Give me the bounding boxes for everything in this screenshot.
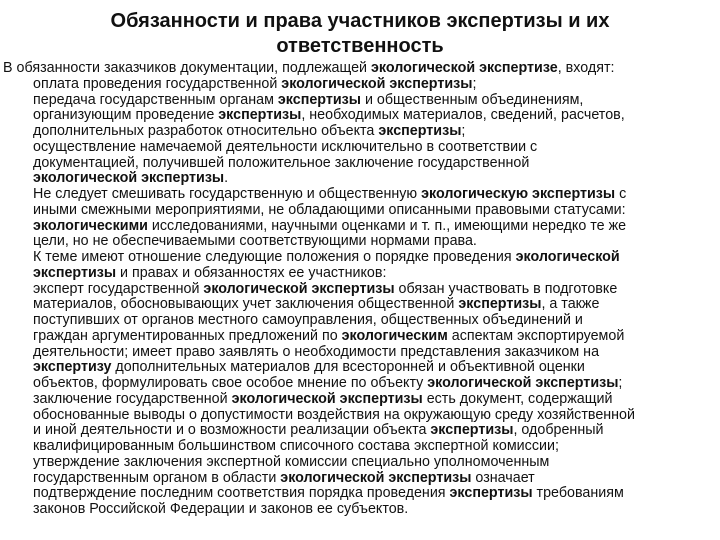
text-line: [3, 187, 717, 203]
text-run: организующим проведение: [33, 107, 219, 124]
text-run: подтверждение последним соответствия порядка проведения: [33, 485, 450, 502]
text-line: [3, 408, 717, 424]
text-line: [3, 156, 717, 172]
bold-term: экологической экспертизе: [371, 60, 558, 76]
bold-term: экспертизы: [378, 123, 462, 139]
text-run: , необходимых материалов, сведений, расчетов,: [301, 107, 625, 124]
text-run: и общественным объединениям,: [360, 91, 584, 108]
text-run: осуществление намечаемой деятельности исключительно в соответствии с: [33, 138, 538, 155]
text-line: [3, 376, 717, 392]
text-line: [3, 250, 717, 266]
text-line: [3, 502, 717, 518]
text-line: [3, 61, 717, 77]
text-run: дополнительных разработок относительно объекта: [33, 123, 379, 139]
body-text: [3, 61, 717, 518]
bold-term: экологическую экспертизы: [421, 186, 616, 202]
bold-term: экспертизы: [458, 296, 542, 313]
text-run: означает: [471, 469, 535, 486]
text-run: исследованиями, научными оценками и т. п., имеющими нередко те же: [147, 217, 627, 234]
bold-term: экологической экспертизы: [281, 75, 473, 92]
bold-term: экспертизы: [277, 91, 361, 108]
title-line: Обязанности и права участников экспертизы и их: [110, 10, 610, 32]
text-run: утверждение заключения экспертной комиссии специально уполномоченным: [33, 453, 550, 470]
text-run: деятельности; имеет право заявлять о необходимости представления заказчиком на: [33, 343, 600, 360]
bold-term: экспертизы: [430, 422, 514, 439]
text-run: обязан участвовать в подготовке: [394, 280, 618, 297]
bold-term: экспертизы: [218, 107, 302, 124]
text-run: и правах и обязанностях ее участников:: [116, 264, 387, 281]
text-run: законов Российской Федерации и законов ее субъектов.: [33, 501, 409, 517]
text-line: [3, 313, 717, 329]
text-run: В обязанности заказчиков документации, подлежащей: [3, 60, 371, 76]
text-run: дополнительных материалов для всесторонней и объективной оценки: [111, 359, 585, 376]
text-run: и иной деятельности и о возможности реализации объекта: [33, 422, 431, 439]
bold-term: экологической экспертизы: [427, 375, 619, 391]
text-run: ;: [618, 375, 623, 391]
text-line: [3, 77, 717, 93]
text-run: Не следует смешивать государственную и общественную: [33, 186, 422, 202]
bold-term: экологической экспертизы: [231, 390, 423, 407]
text-line: [3, 439, 717, 455]
text-line: [3, 140, 717, 156]
text-run: передача государственным органам: [33, 91, 278, 108]
text-line: [3, 93, 717, 109]
text-run: аспектам экспортируемой: [447, 327, 625, 344]
bold-term: экспертизы: [449, 485, 533, 502]
text-line: [3, 360, 717, 376]
text-run: К теме имеют отношение следующие положения о порядке проведения: [33, 249, 516, 265]
text-line: [3, 345, 717, 361]
text-run: материалов, обосновывающих учет заключения общественной: [33, 296, 459, 313]
text-run: квалифицированным большинством списочного состава экспертной комиссии;: [33, 438, 559, 454]
slide-title: [80, 9, 640, 59]
text-line: [3, 203, 717, 219]
text-line: [3, 423, 717, 439]
text-line: [3, 108, 717, 124]
text-run: государственным органом в области: [33, 469, 281, 486]
text-line: [3, 282, 717, 298]
bold-term: экологическим: [341, 327, 448, 344]
text-run: .: [224, 170, 229, 187]
text-run: обоснованные выводы о допустимости воздействия на окружающую среду хозяйственной: [33, 406, 635, 423]
bold-term: экспертизы: [33, 264, 117, 281]
bold-term: экспертизу: [33, 359, 112, 376]
text-run: , одобренный: [513, 422, 604, 439]
bold-term: экологической экспертизы: [280, 469, 472, 486]
text-run: поступивших от органов местного самоуправления, общественных объединений и: [33, 312, 583, 328]
bold-term: экологической: [515, 249, 620, 265]
text-run: документацией, получившей положительное заключение государственной: [33, 154, 530, 171]
text-line: [3, 297, 717, 313]
bold-term: экологической экспертизы: [33, 170, 225, 187]
text-line: [3, 266, 717, 282]
text-run: с: [615, 186, 627, 202]
text-line: [3, 219, 717, 235]
text-line: [3, 392, 717, 408]
text-run: оплата проведения государственной: [33, 75, 282, 92]
text-run: объектов, формулировать свое особое мнение по объекту: [33, 375, 428, 391]
text-run: заключение государственной: [33, 390, 232, 407]
text-run: эксперт государственной: [33, 280, 204, 297]
text-line: [3, 124, 717, 140]
text-line: [3, 455, 717, 471]
text-run: ;: [461, 123, 466, 139]
text-line: [3, 486, 717, 502]
text-line: [3, 471, 717, 487]
text-run: требованиям: [532, 485, 624, 502]
text-run: ;: [472, 75, 477, 92]
text-line: [3, 171, 717, 187]
text-run: граждан аргументированных предложений по: [33, 327, 342, 344]
bold-term: экологической экспертизы: [203, 280, 395, 297]
text-line: [3, 234, 717, 250]
text-run: иными смежными мероприятиями, не обладающими описанными правовыми статусами:: [33, 201, 626, 218]
bold-term: экологическими: [33, 217, 148, 234]
text-line: [3, 329, 717, 345]
text-run: цели, но не обеспечиваемыми соответствующими нормами права.: [33, 233, 477, 250]
title-line: ответственность: [276, 35, 444, 57]
text-run: , а также: [541, 296, 600, 313]
text-run: , входят:: [557, 60, 615, 76]
text-run: есть документ, содержащий: [422, 390, 613, 407]
